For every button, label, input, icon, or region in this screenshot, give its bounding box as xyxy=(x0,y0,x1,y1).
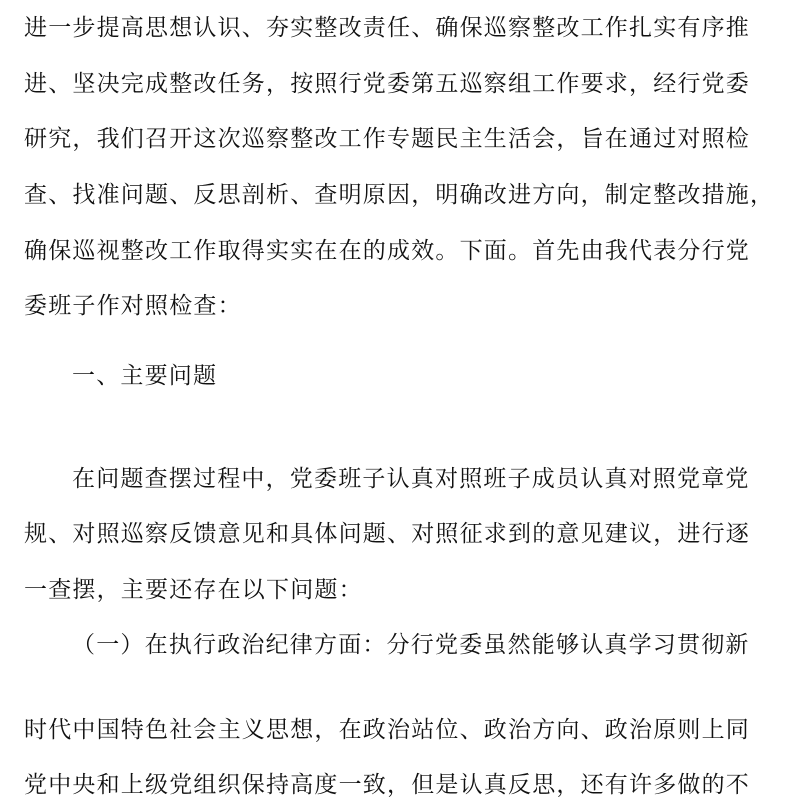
text-line: 进一步提高思想认识、夯实整改责任、确保巡察整改工作扎实有序推 xyxy=(24,15,750,41)
text-line: 规、对照巡察反馈意见和具体问题、对照征求到的意见建议，进行逐 xyxy=(24,521,750,547)
text-line: 进、坚决完成整改任务，按照行党委第五巡察组工作要求，经行党委 xyxy=(24,71,750,97)
text-line: 查、找准问题、反思剖析、查明原因，明确改进方向，制定整改措施， xyxy=(24,182,775,208)
subsection-line: （一）在执行政治纪律方面：分行党委虽然能够认真学习贯彻新 xyxy=(72,632,750,658)
text-line: 一查摆，主要还存在以下问题： xyxy=(24,577,363,603)
text-line: 党中央和上级党组织保持高度一致，但是认真反思，还有许多做的不 xyxy=(24,772,750,798)
section-heading: 一、主要问题 xyxy=(72,363,218,389)
text-line: 委班子作对照检查： xyxy=(24,293,242,319)
text-line: 在问题查摆过程中，党委班子认真对照班子成员认真对照党章党 xyxy=(72,466,750,492)
text-line: 确保巡视整改工作取得实实在在的成效。下面。首先由我代表分行党 xyxy=(24,238,750,264)
text-line: 研究，我们召开这次巡察整改工作专题民主生活会，旨在通过对照检 xyxy=(24,126,750,152)
text-line: 时代中国特色社会主义思想，在政治站位、政治方向、政治原则上同 xyxy=(24,717,750,743)
